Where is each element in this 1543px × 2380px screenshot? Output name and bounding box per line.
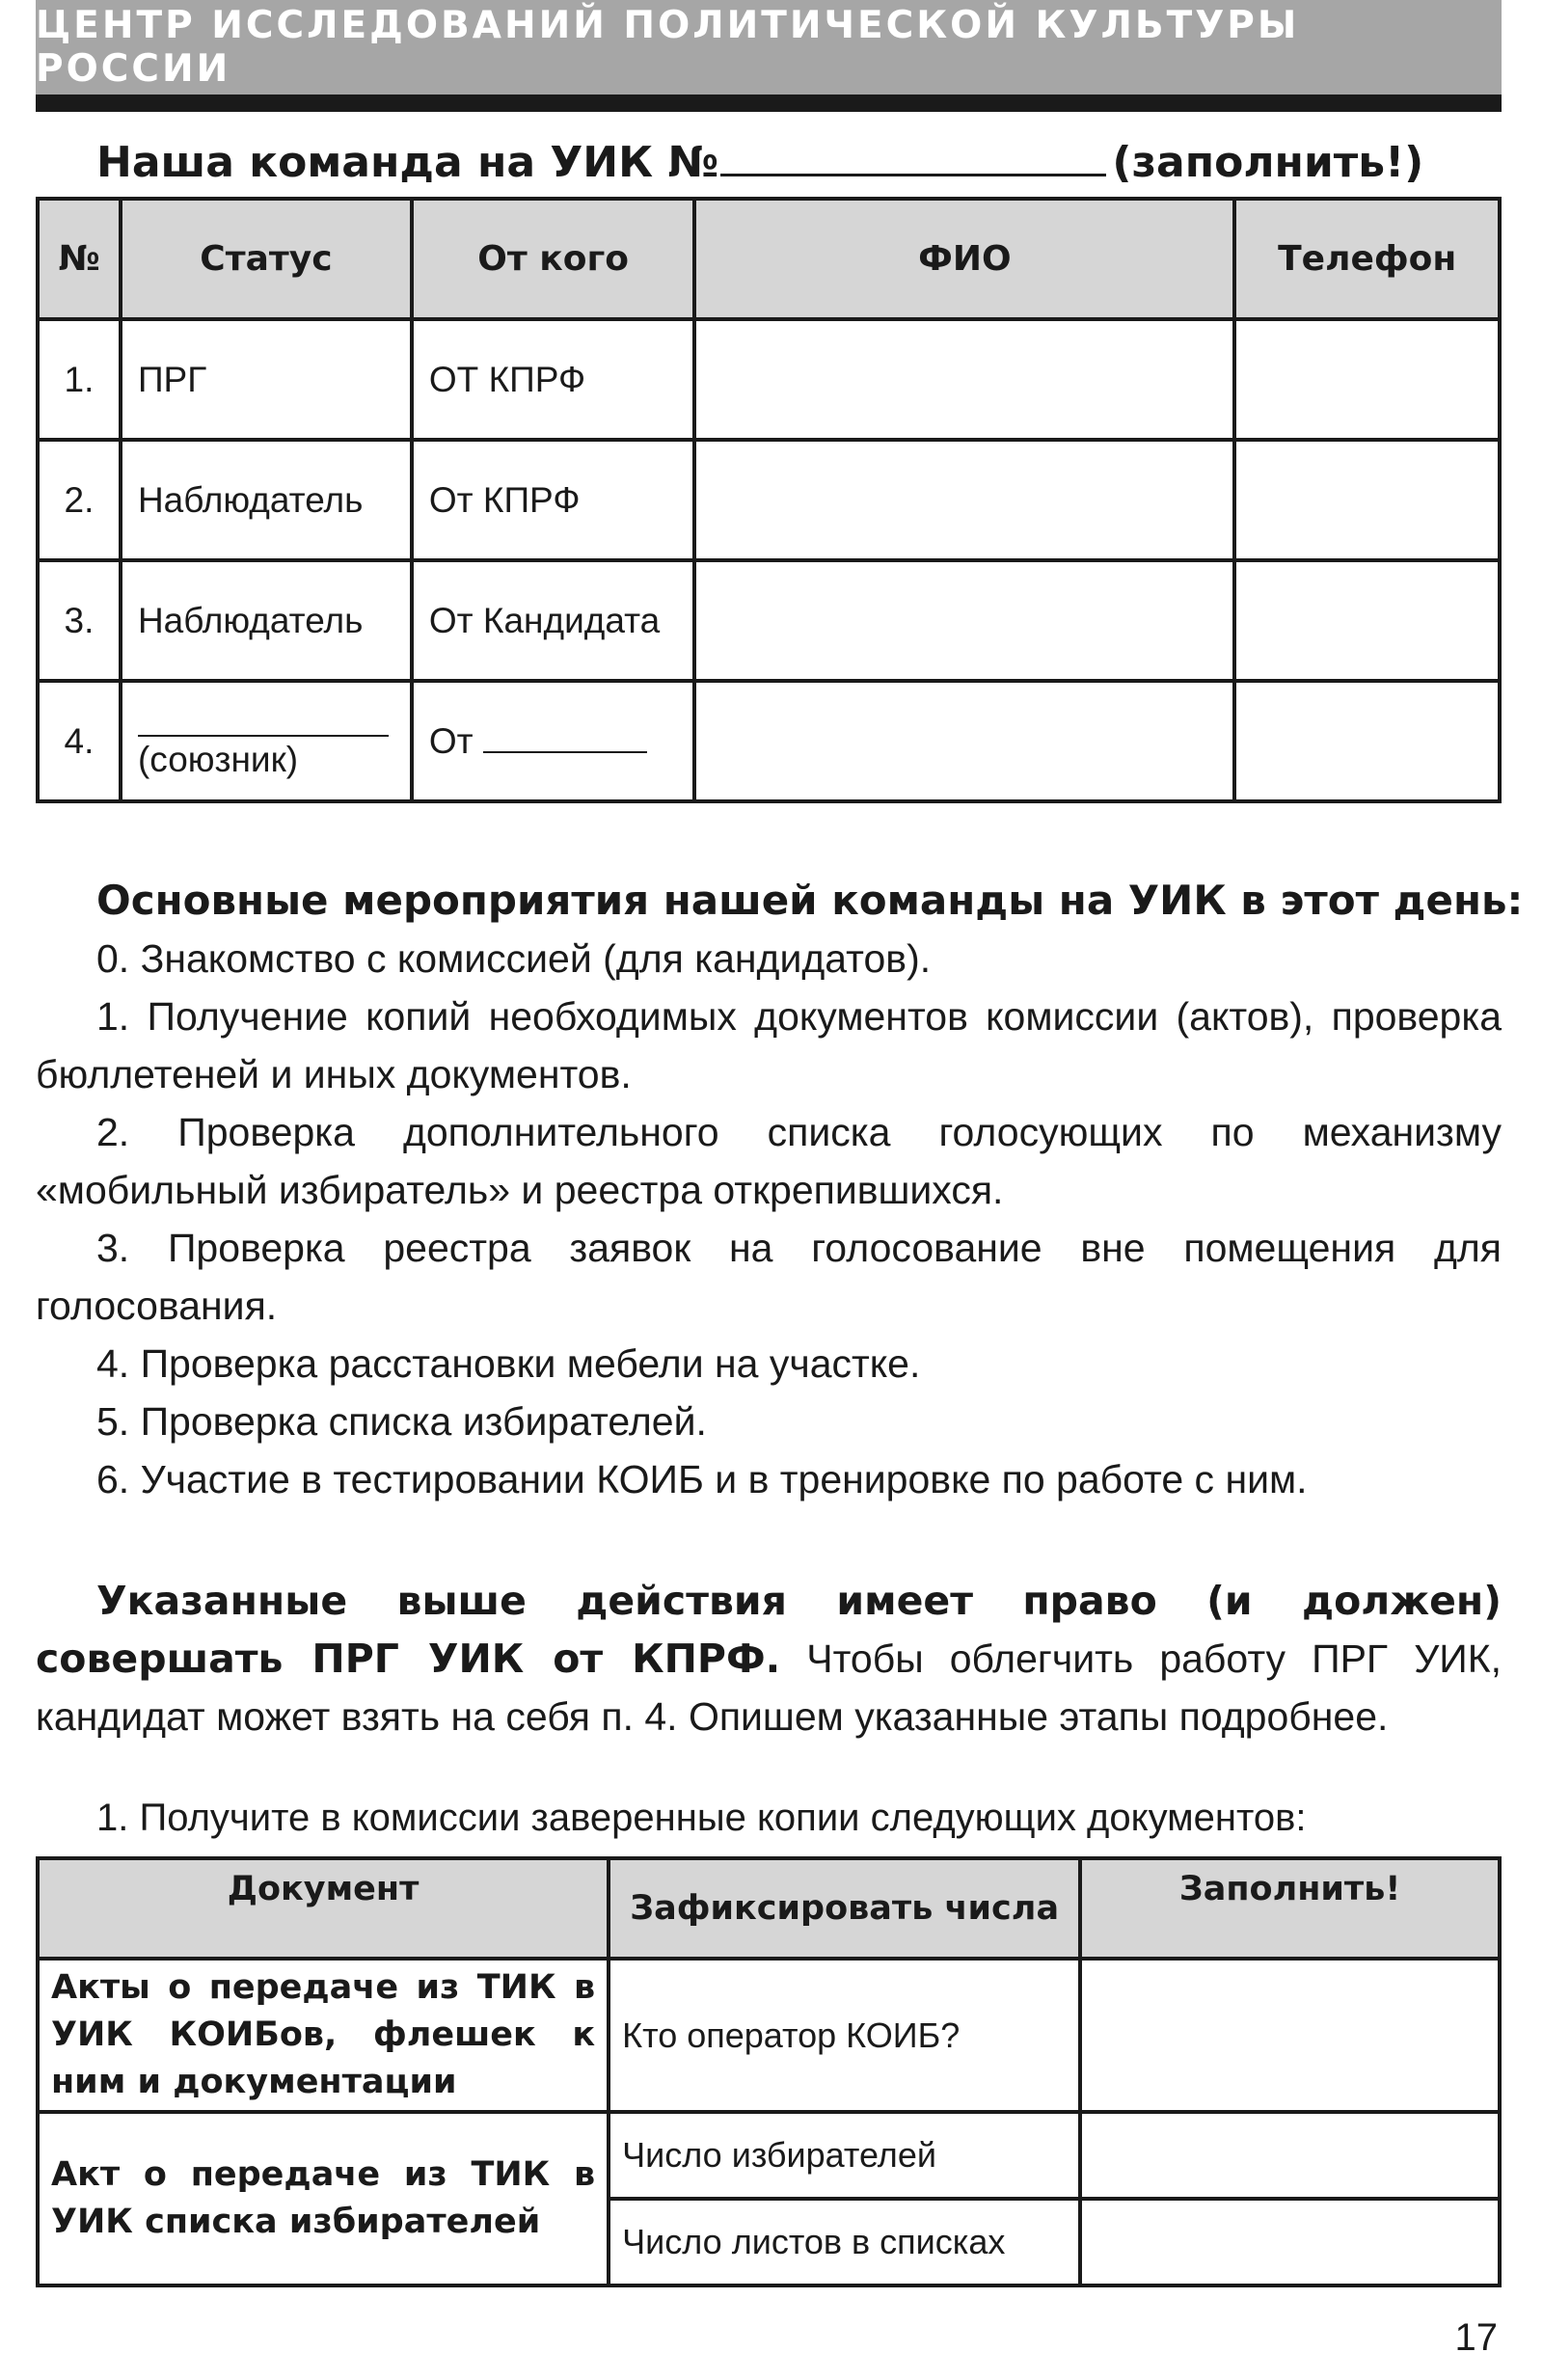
from-cell: ОТ КПРФ xyxy=(412,319,694,440)
name-cell[interactable] xyxy=(694,560,1234,681)
column-header: Зафиксировать числа xyxy=(609,1858,1080,1959)
status-cell: Наблюдатель xyxy=(121,440,412,560)
phone-cell[interactable] xyxy=(1234,681,1500,801)
phone-cell[interactable] xyxy=(1234,319,1500,440)
team-table-header xyxy=(38,199,1500,319)
column-header: Заполнить! xyxy=(1080,1858,1500,1959)
status-cell: Наблюдатель xyxy=(121,560,412,681)
running-header-title: ЦЕНТР ИССЛЕДОВАНИЙ ПОЛИТИЧЕСКОЙ КУЛЬТУРЫ РОССИИ xyxy=(36,4,1300,91)
column-header: ФИО xyxy=(694,199,1234,319)
from-cell xyxy=(412,681,694,801)
uik-number-blank xyxy=(720,131,1106,176)
from-blank[interactable] xyxy=(483,722,647,753)
activity-item: 4. Проверка расстановки мебели на участке. xyxy=(96,1341,921,1386)
fill-cell[interactable] xyxy=(1080,2112,1500,2199)
team-title-prefix: Наша команда на УИК № xyxy=(96,138,719,187)
from-cell: От КПРФ xyxy=(412,440,694,560)
from-cell: От Кандидата xyxy=(412,560,694,681)
rights-paragraph xyxy=(36,1572,1502,1745)
team-title xyxy=(96,131,1423,187)
status-cell xyxy=(121,681,412,801)
rights-bold: Указанные выше действия имеет право (и должен) совершать ПРГ УИК от КПРФ. xyxy=(36,1578,1502,1682)
documents-intro: 1. Получите в комиссии заверенные копии следующих документов: xyxy=(96,1797,1307,1839)
field-label: Число избирателей xyxy=(609,2112,1080,2199)
documents-table-header xyxy=(38,1858,1500,1959)
rights-text: Чтобы облегчить работу ПРГ УИК, кандидат может взять на себя п. 4. Опишем указанные этапы подробнее. xyxy=(36,1636,1502,1739)
column-header: От кого xyxy=(412,199,694,319)
field-label: Число листов в списках xyxy=(609,2199,1080,2285)
phone-cell[interactable] xyxy=(1234,440,1500,560)
activities-heading: Основные мероприятия нашей команды на УИК в этот день: xyxy=(96,877,1524,924)
running-header xyxy=(36,0,1502,95)
column-header: Телефон xyxy=(1234,199,1500,319)
team-table xyxy=(36,197,1502,803)
ally-status-blank[interactable] xyxy=(138,706,389,737)
document-name: Акт о передаче из ТИК в УИК списка избирателей xyxy=(38,2112,609,2285)
phone-cell[interactable] xyxy=(1234,560,1500,681)
name-cell[interactable] xyxy=(694,440,1234,560)
documents-table xyxy=(36,1856,1502,2287)
document-name: Акты о передаче из ТИК в УИК КОИБов, флешек к ним и документации xyxy=(38,1959,609,2112)
field-label: Кто оператор КОИБ? xyxy=(609,1959,1080,2112)
activity-item: 2. Проверка дополнительного списка голосующих по механизму «мобильный избиратель» и реестра открепившихся. xyxy=(36,1110,1502,1212)
table-row xyxy=(38,681,1500,801)
table-row xyxy=(38,1959,1500,2112)
table-row xyxy=(38,2112,1500,2199)
activity-item: 6. Участие в тестировании КОИБ и в тренировке по работе с ним. xyxy=(96,1457,1308,1501)
activity-item: 0. Знакомство с комиссией (для кандидатов). xyxy=(96,936,932,981)
activity-item: 1. Получение копий необходимых документов комиссии (актов), проверка бюллетеней и иных документов. xyxy=(36,994,1502,1096)
activity-item: 5. Проверка списка избирателей. xyxy=(96,1399,707,1444)
column-header: Документ xyxy=(38,1858,609,1959)
page-number: 17 xyxy=(1454,2316,1498,2359)
fill-cell[interactable] xyxy=(1080,2199,1500,2285)
from-prefix: От xyxy=(428,720,474,761)
activities-section xyxy=(36,872,1524,1508)
name-cell[interactable] xyxy=(694,681,1234,801)
fill-cell[interactable] xyxy=(1080,1959,1500,2112)
row-number: 4. xyxy=(38,681,121,801)
status-cell: ПРГ xyxy=(121,319,412,440)
team-title-suffix: (заполнить!) xyxy=(1112,138,1424,187)
table-row xyxy=(38,440,1500,560)
row-number: 2. xyxy=(38,440,121,560)
table-row xyxy=(38,560,1500,681)
table-row xyxy=(38,319,1500,440)
row-number: 3. xyxy=(38,560,121,681)
header-divider xyxy=(36,95,1502,112)
column-header: № xyxy=(38,199,121,319)
ally-note: (союзник) xyxy=(137,739,299,779)
row-number: 1. xyxy=(38,319,121,440)
activity-item: 3. Проверка реестра заявок на голосование вне помещения для голосования. xyxy=(36,1226,1502,1328)
column-header: Статус xyxy=(121,199,412,319)
name-cell[interactable] xyxy=(694,319,1234,440)
